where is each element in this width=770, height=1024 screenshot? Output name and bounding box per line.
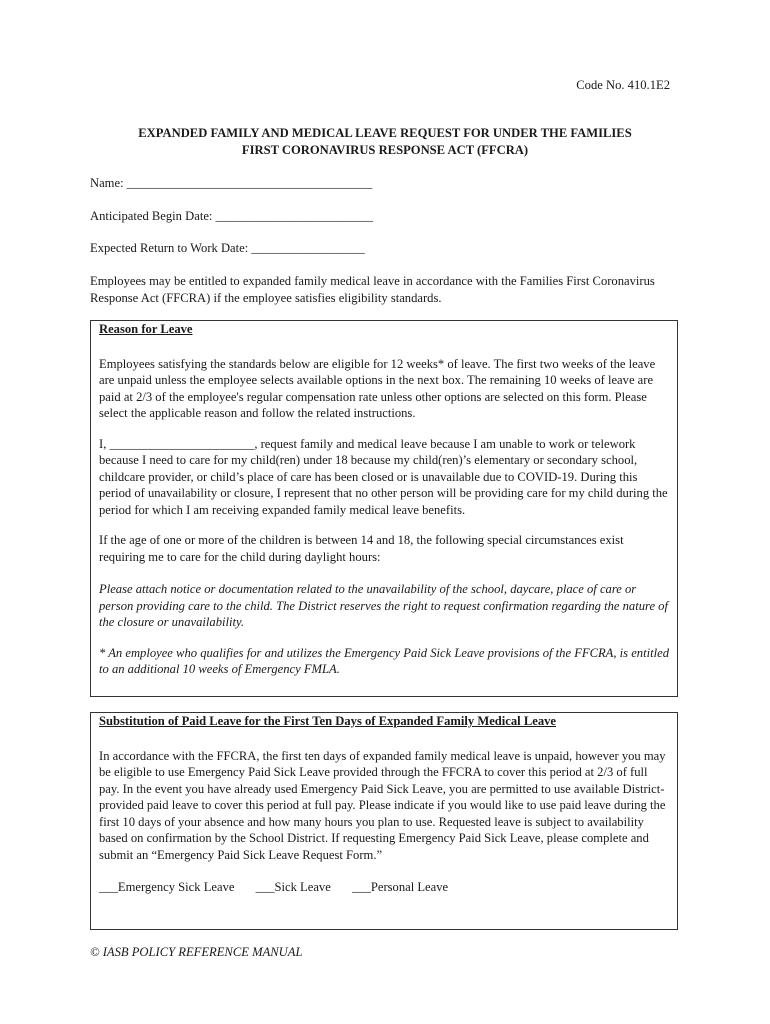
- reason-paragraph-1: Employees satisfying the standards below are eligible for 12 weeks* of leave. The first two weeks of the leave are unpaid unless the employee selects available options in the next box. The remaining 10 weeks of leave are paid at 2/3 of the employee's regular compensation rate unless other options are selected on this form. Please select the applicable reason and follow the related instructions.: [99, 356, 656, 420]
- substitution-heading: Substitution of Paid Leave for the First Ten Days of Expanded Family Medical Leave: [99, 714, 557, 728]
- emergency-fmla-note: * An employee who qualifies for and utilizes the Emergency Paid Sick Leave provisions of the FFCRA, is entitled to an additional 10 weeks of Emergency FMLA.: [99, 645, 669, 676]
- document-title: [90, 125, 680, 158]
- reason-heading: Reason for Leave: [99, 322, 193, 336]
- option-sick-leave[interactable]: ___Sick Leave: [255, 880, 331, 894]
- title-line-2: FIRST CORONAVIRUS RESPONSE ACT (FFCRA): [241, 142, 529, 157]
- reason-paragraph-2[interactable]: I, _______________________, request family and medical leave because I am unable to work or telework because I need to care for my child(ren) under 18 because my child(ren)’s elementary or secondary school, childcare provider, or child’s place of care has been closed or is unavailable due to COVID-19. During this period of unavailability or closure, I represent that no other person will be providing care for my child during the period for which I am receiving expanded family medical leave benefits.: [99, 436, 668, 517]
- option-personal-leave[interactable]: ___Personal Leave: [351, 880, 449, 894]
- name-field[interactable]: Name: _______________________________________: [90, 176, 373, 190]
- documentation-note: Please attach notice or documentation related to the unavailability of the school, daycare, place of care or person providing care to the child. The District reserves the right to request confirmation regarding the nature of the closure or unavailability.: [99, 582, 668, 629]
- title-line-1: EXPANDED FAMILY AND MEDICAL LEAVE REQUEST FOR UNDER THE FAMILIES: [138, 126, 632, 140]
- substitution-box: [90, 712, 678, 930]
- footer-manual: © IASB POLICY REFERENCE MANUAL: [90, 945, 303, 959]
- begin-date-field[interactable]: Anticipated Begin Date: _________________________: [90, 209, 373, 223]
- return-date-field[interactable]: Expected Return to Work Date: __________________: [90, 241, 365, 255]
- reason-paragraph-3: If the age of one or more of the children is between 14 and 18, the following special circumstances exist requiring me to care for the child during daylight hours:: [99, 533, 624, 564]
- intro-paragraph: Employees may be entitled to expanded family medical leave in accordance with the Families First Coronavirus Response Act (FFCRA) if the employee satisfies eligibility standards.: [90, 274, 655, 305]
- option-emergency-sick-leave[interactable]: ___Emergency Sick Leave: [99, 880, 235, 894]
- leave-options: [99, 879, 669, 896]
- substitution-paragraph: In accordance with the FFCRA, the first ten days of expanded family medical leave is unpaid, however you may be eligible to use Emergency Paid Sick Leave provided through the FFCRA to cover this period at 2/3 of full pay. In the event you have already used Emergency Paid Sick Leave, you are permitted to use available District-provided paid leave to cover this period at full pay. Please indicate if you would like to use paid leave during the first 10 days of your absence and how many hours you plan to use. Requested leave is subject to availability based on confirmation by the School District. If requesting Emergency Paid Sick Leave, please complete and submit an “Emergency Paid Sick Leave Request Form.”: [99, 748, 666, 862]
- reason-for-leave-box: [90, 320, 678, 697]
- code-number: Code No. 410.1E2: [576, 78, 670, 92]
